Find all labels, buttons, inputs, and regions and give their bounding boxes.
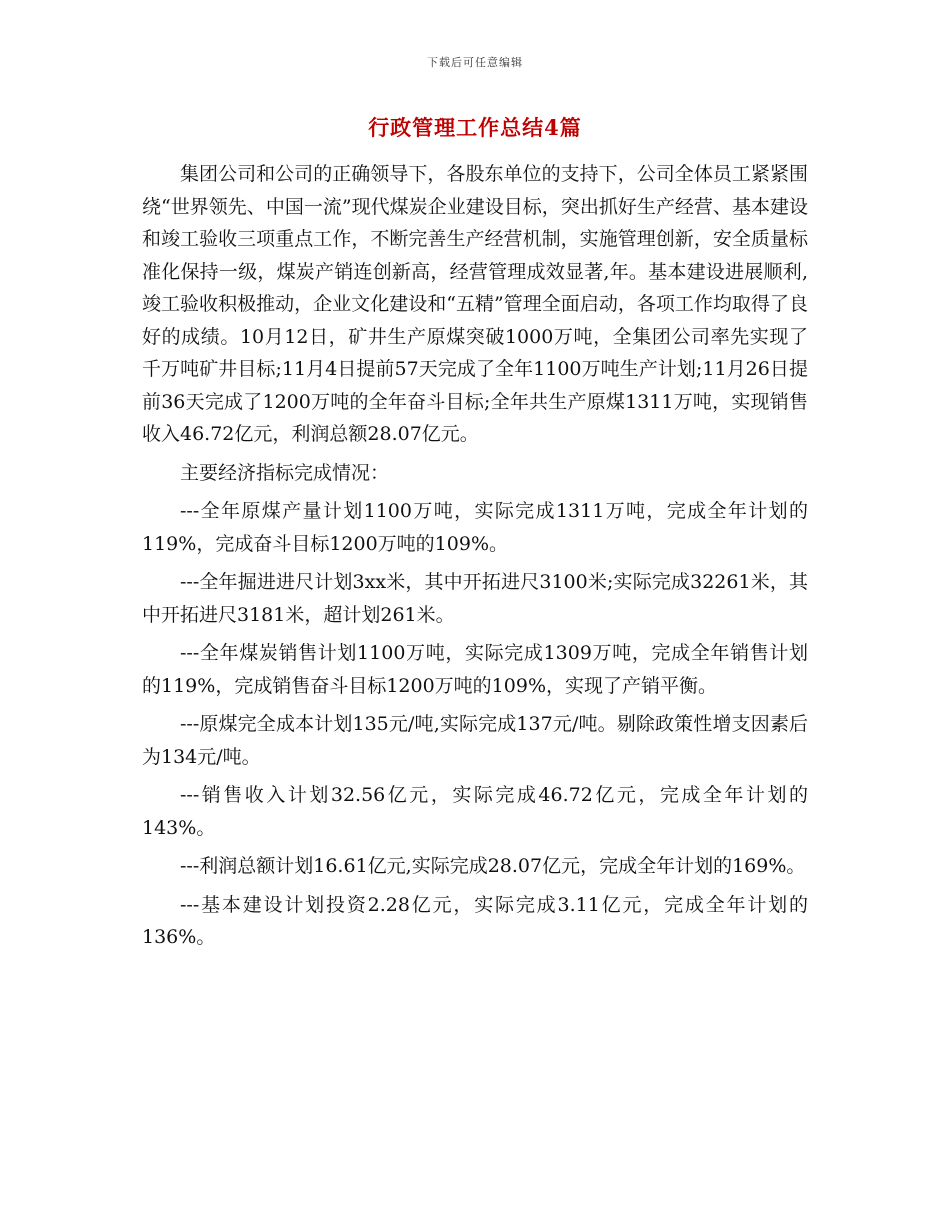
indicator-tunneling: ---全年掘进进尺计划3xx米，其中开拓进尺3100米;实际完成32261米，其中开拓进尺3181米，超计划261米。	[142, 571, 808, 626]
document-body	[142, 158, 808, 960]
document-title: 行政管理工作总结4篇	[368, 115, 582, 140]
indicator-coal-sales: ---全年煤炭销售计划1100万吨，实际完成1309万吨，完成全年销售计划的119%，完成销售奋斗目标1200万吨的109%，实现了产销平衡。	[142, 642, 808, 697]
indicator-total-profit: ---利润总额计划16.61亿元,实际完成28.07亿元，完成全年计划的169%。	[180, 855, 806, 877]
intro-paragraph: 集团公司和公司的正确领导下，各股东单位的支持下，公司全体员工紧紧围绕“世界领先、中国一流”现代煤炭企业建设目标，突出抓好生产经营、基本建设和竣工验收三项重点工作，不断完善生产经营机制，实施管理创新，安全质量标准化保持一级，煤炭产销连创新高，经营管理成效显著,年。基本建设进展顺利,竣工验收积极推动，企业文化建设和“五精”管理全面启动，各项工作均取得了良好的成绩。10月12日，矿井生产原煤突破1000万吨，全集团公司率先实现了千万吨矿井目标;11月4日提前57天完成了全年1100万吨生产计划;11月26日提前36天完成了1200万吨的全年奋斗目标;全年共生产原煤1311万吨，实现销售收入46.72亿元，利润总额28.07亿元。	[142, 163, 808, 445]
indicator-capital-investment: ---基本建设计划投资2.28亿元，实际完成3.11亿元，完成全年计划的136%。	[142, 893, 808, 948]
indicator-unit-cost: ---原煤完全成本计划135元/吨,实际完成137元/吨。剔除政策性增支因素后为134元/吨。	[142, 713, 808, 768]
indicator-sales-revenue: ---销售收入计划32.56亿元，实际完成46.72亿元，完成全年计划的143%。	[142, 784, 808, 839]
header-note: 下载后可任意编辑	[427, 56, 523, 69]
indicators-heading: 主要经济指标完成情况：	[180, 461, 390, 484]
indicator-coal-output: ---全年原煤产量计划1100万吨，实际完成1311万吨，完成全年计划的119%，完成奋斗目标1200万吨的109%。	[142, 500, 808, 555]
